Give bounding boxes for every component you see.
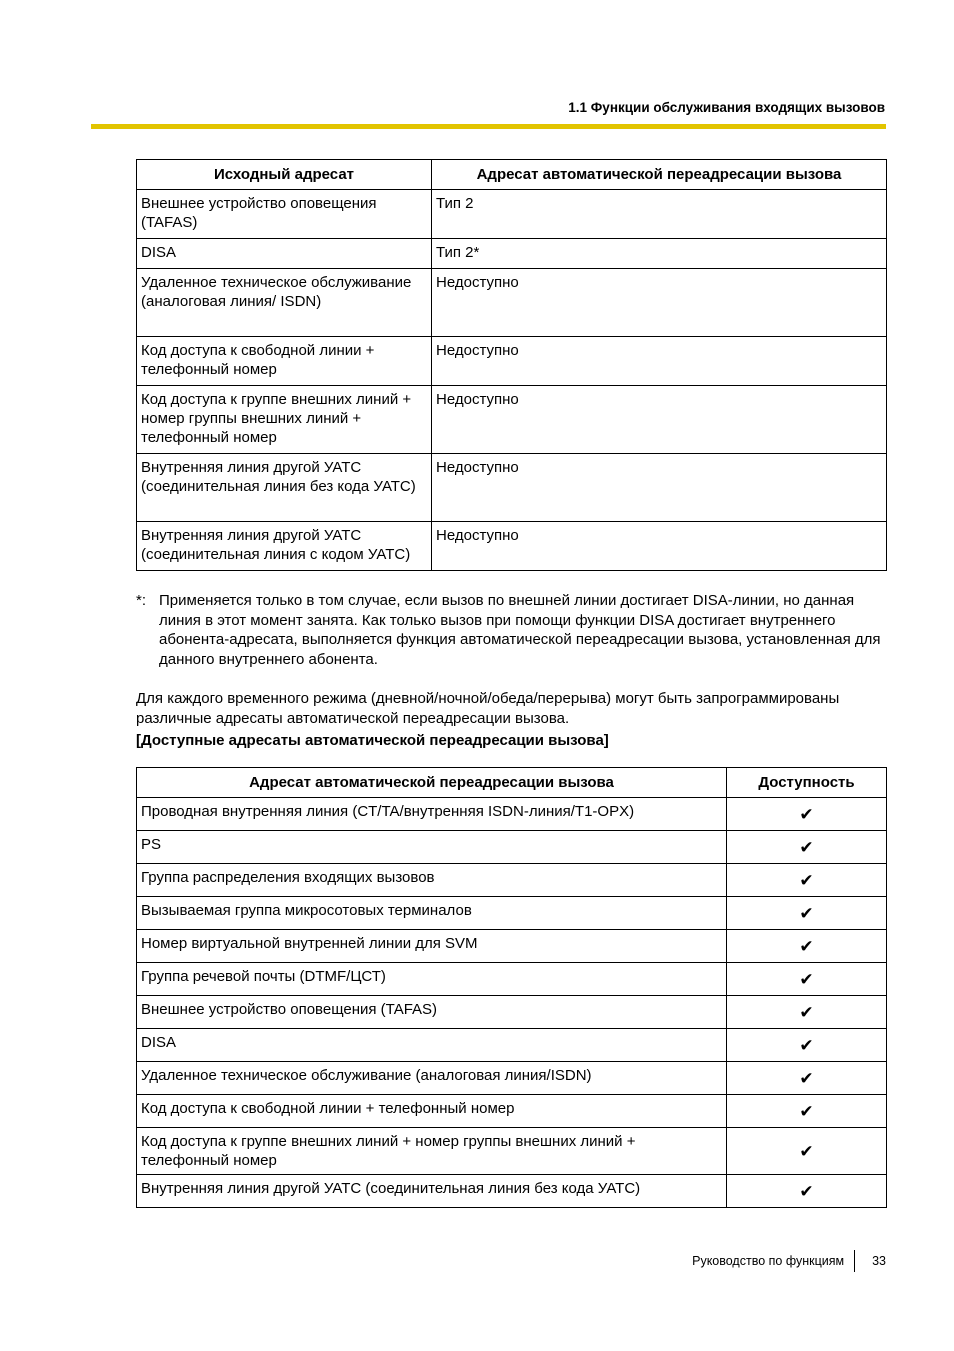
table-cell: Недоступно: [432, 386, 887, 454]
forwarding-destination-table: [136, 767, 887, 1208]
footer-divider: [854, 1250, 855, 1272]
table-cell: Тип 2*: [432, 239, 887, 269]
table-row: [137, 1029, 887, 1062]
checkmark-icon: ✔: [727, 864, 887, 897]
table-cell: Группа распределения входящих вызовов: [137, 864, 727, 897]
checkmark-icon: ✔: [727, 1128, 887, 1175]
table-row: [137, 1175, 887, 1208]
table-cell: Код доступа к свободной линии + телефонный номер: [137, 1095, 727, 1128]
table-row: [137, 1128, 887, 1175]
table-cell: Код доступа к свободной линии + телефонный номер: [137, 337, 432, 386]
page-footer: [692, 1250, 886, 1272]
checkmark-icon: ✔: [727, 1062, 887, 1095]
table-cell: Код доступа к группе внешних линий + номер группы внешних линий + телефонный номер: [137, 386, 432, 454]
column-header: Доступность: [727, 768, 887, 798]
column-header: Адресат автоматической переадресации вызова: [137, 768, 727, 798]
table-row: [137, 337, 887, 386]
table-row: [137, 864, 887, 897]
table-cell: Недоступно: [432, 454, 887, 522]
table-cell: Удаленное техническое обслуживание (аналоговая линия/ISDN): [137, 1062, 727, 1095]
table-cell: Недоступно: [432, 269, 887, 337]
table-cell: PS: [137, 831, 727, 864]
checkmark-icon: ✔: [727, 1175, 887, 1208]
table-cell: Внутренняя линия другой УАТС (соединительная линия без кода УАТС): [137, 1175, 727, 1208]
table-cell: Группа речевой почты (DTMF/ЦСТ): [137, 963, 727, 996]
table-cell: Внешнее устройство оповещения (TAFAS): [137, 190, 432, 239]
table-row: [137, 1095, 887, 1128]
table-row: [137, 1062, 887, 1095]
footnote: [136, 591, 886, 669]
table-cell: DISA: [137, 239, 432, 269]
table-row: [137, 963, 887, 996]
forwarding-source-table: [136, 159, 887, 571]
table-row: [137, 996, 887, 1029]
table-cell: Номер виртуальной внутренней линии для SVM: [137, 930, 727, 963]
table-cell: Вызываемая группа микросотовых терминалов: [137, 897, 727, 930]
table-row: [137, 269, 887, 337]
footnote-text: Применяется только в том случае, если вызов по внешней линии достигает DISA-линии, но данная линия в этот момент занята. Как только вызов при помощи функции DISA достигает внутреннего абонента-адресата, выполняется функция автоматической переадресации вызова, установленная для данного внутреннего абонента.: [159, 592, 881, 668]
checkmark-icon: ✔: [727, 1095, 887, 1128]
footnote-mark: *:: [136, 592, 147, 609]
checkmark-icon: ✔: [727, 930, 887, 963]
table-row: [137, 930, 887, 963]
table-row: [137, 386, 887, 454]
table-row: [137, 239, 887, 269]
table-cell: Удаленное техническое обслуживание (аналоговая линия/ ISDN): [137, 269, 432, 337]
table-cell: Недоступно: [432, 337, 887, 386]
table-row: [137, 190, 887, 239]
table-row: [137, 454, 887, 522]
table-cell: Недоступно: [432, 522, 887, 571]
checkmark-icon: ✔: [727, 1029, 887, 1062]
table-cell: Код доступа к группе внешних линий + номер группы внешних линий + телефонный номер: [137, 1128, 727, 1175]
running-header: 1.1 Функции обслуживания входящих вызовов: [568, 100, 885, 115]
footer-label: Руководство по функциям: [692, 1254, 845, 1268]
checkmark-icon: ✔: [727, 996, 887, 1029]
table-cell: Тип 2: [432, 190, 887, 239]
table-row: [137, 897, 887, 930]
table-cell: DISA: [137, 1029, 727, 1062]
table-cell: Внешнее устройство оповещения (TAFAS): [137, 996, 727, 1029]
section-heading: [Доступные адресаты автоматической переадресации вызова]: [136, 732, 609, 749]
table-cell: Внутренняя линия другой УАТС (соединительная линия с кодом УАТС): [137, 522, 432, 571]
table-cell: Проводная внутренняя линия (CT/TA/внутренняя ISDN-линия/T1-OPX): [137, 798, 727, 831]
header-rule: [91, 124, 886, 129]
page-number: 33: [872, 1254, 886, 1268]
column-header: Исходный адресат: [137, 160, 432, 190]
body-paragraph: Для каждого временного режима (дневной/ночной/обеда/перерыва) могут быть запрограммированы различные адресаты автоматической переадресации вызова.: [136, 690, 840, 727]
table-header-row: [137, 768, 887, 798]
table-row: [137, 831, 887, 864]
table-row: [137, 798, 887, 831]
table-header-row: [137, 160, 887, 190]
checkmark-icon: ✔: [727, 798, 887, 831]
checkmark-icon: ✔: [727, 963, 887, 996]
column-header: Адресат автоматической переадресации вызова: [432, 160, 887, 190]
table-row: [137, 522, 887, 571]
checkmark-icon: ✔: [727, 897, 887, 930]
checkmark-icon: ✔: [727, 831, 887, 864]
table-cell: Внутренняя линия другой УАТС (соединительная линия без кода УАТС): [137, 454, 432, 522]
